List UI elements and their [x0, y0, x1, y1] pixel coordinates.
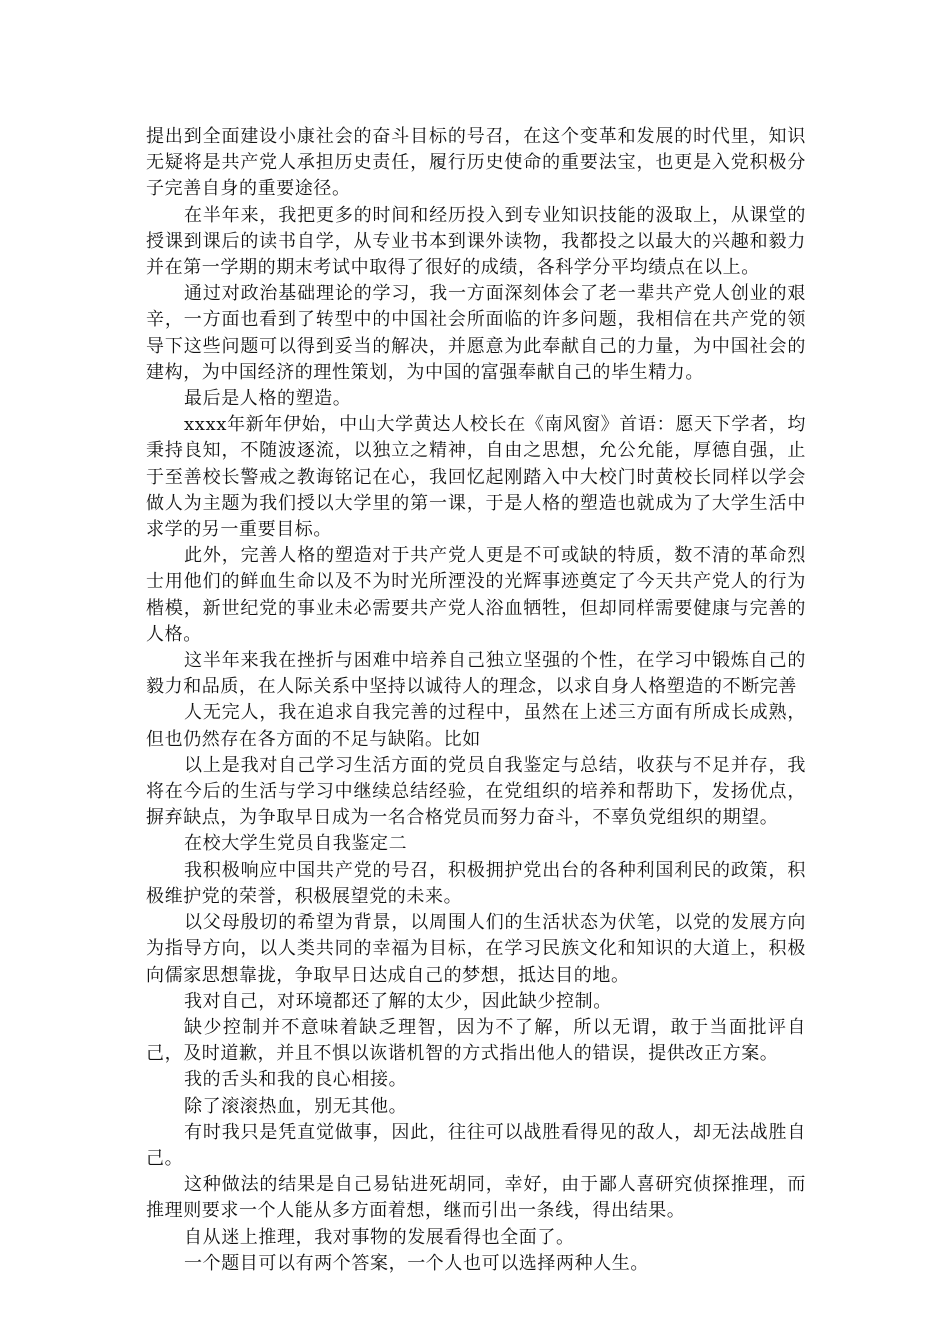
paragraph: 除了滚滚热血，别无其他。 — [184, 1095, 408, 1117]
paragraph: 以上是我对自己学习生活方面的党员自我鉴定与总结，收获与不足并存，我将在今后的生活与学习中继续总结经验，在党组织的培养和帮助下，发扬优点，摒弃缺点，为争取早日成为一名合格党员而努力奋斗，不辜负党组织的期望。 — [146, 754, 806, 829]
paragraph: 这半年来我在挫折与困难中培养自己独立坚强的个性，在学习中锻炼自己的毅力和品质，在人际关系中坚持以诚待人的理念，以求自身人格塑造的不断完善 — [146, 650, 806, 698]
paragraph: 提出到全面建设小康社会的奋斗目标的号召，在这个变革和发展的时代里，知识无疑将是共产党人承担历史责任，履行历史使命的重要法宝，也更是入党积极分子完善自身的重要途径。 — [146, 126, 806, 200]
paragraph: 我积极响应中国共产党的号召，积极拥护党出台的各种利国利民的政策，积极维护党的荣誉，积极展望党的未来。 — [146, 859, 806, 907]
paragraph: 通过对政治基础理论的学习，我一方面深刻体会了老一辈共产党人创业的艰辛，一方面也看到了转型中的中国社会所面临的许多问题，我相信在共产党的领导下这些问题可以得到妥当的解决，并愿意为此奉献自己的力量，为中国社会的建构，为中国经济的理性策划，为中国的富强奉献自己的毕生精力。 — [146, 283, 806, 383]
paragraph: 缺少控制并不意味着缺乏理智，因为不了解，所以无谓，敢于当面批评自己，及时道歉，并且不惧以诙谐机智的方式指出他人的错误，提供改正方案。 — [146, 1016, 806, 1065]
paragraph: 此外，完善人格的塑造对于共产党人更是不可或缺的特质，数不清的革命烈士用他们的鲜血生命以及不为时光所湮没的光辉事迹奠定了今天共产党人的行为楷模，新世纪党的事业未必需要共产党人浴血牺牲，但却同样需要健康与完善的人格。 — [146, 545, 806, 645]
paragraph: 以父母殷切的希望为背景，以周围人们的生活状态为伏笔，以党的发展方向为指导方向，以人类共同的幸福为目标，在学习民族文化和知识的大道上，积极向儒家思想靠拢，争取早日达成自己的梦想，抵达目的地。 — [146, 912, 806, 986]
paragraph: 自从迷上推理，我对事物的发展看得也全面了。 — [184, 1226, 575, 1248]
paragraph: 我的舌头和我的良心相接。 — [184, 1069, 408, 1091]
paragraph: 我对自己，对环境都还了解的太少，因此缺少控制。 — [184, 990, 612, 1012]
paragraph: 在半年来，我把更多的时间和经历投入到专业知识技能的汲取上，从课堂的授课到课后的读书自学，从专业书本到课外读物，我都投之以最大的兴趣和毅力并在第一学期的期末考试中取得了很好的成绩，各科学分平均绩点在以上。 — [146, 204, 806, 279]
paragraph: 这种做法的结果是自己易钻进死胡同，幸好，由于鄙人喜研究侦探推理，而推理则要求一个人能从多方面着想，继而引出一条线，得出结果。 — [146, 1174, 806, 1222]
paragraph: xxxx年新年伊始，中山大学黄达人校长在《南风窗》首语：愿天下学者，均秉持良知，不随波逐流，以独立之精神，自由之思想，允公允能，厚德自强，止于至善校长警戒之教诲铭记在心，我回忆起刚踏入中大校门时黄校长同样以学会做人为主题为我们授以大学里的第一课，于是人格的塑造也就成为了大学生活中求学的另一重要目标。 — [146, 414, 806, 541]
document-body — [146, 124, 806, 1277]
paragraph: 一个题目可以有两个答案，一个人也可以选择两种人生。 — [184, 1252, 649, 1274]
section-title: 在校大学生党员自我鉴定二 — [184, 833, 408, 855]
paragraph: 有时我只是凭直觉做事，因此，往往可以战胜看得见的敌人，却无法战胜自己。 — [146, 1121, 806, 1169]
section-heading: 最后是人格的塑造。 — [184, 388, 352, 410]
paragraph: 人无完人，我在追求自我完善的过程中，虽然在上述三方面有所成长成熟，但也仍然存在各方面的不足与缺陷。比如 — [146, 702, 806, 750]
